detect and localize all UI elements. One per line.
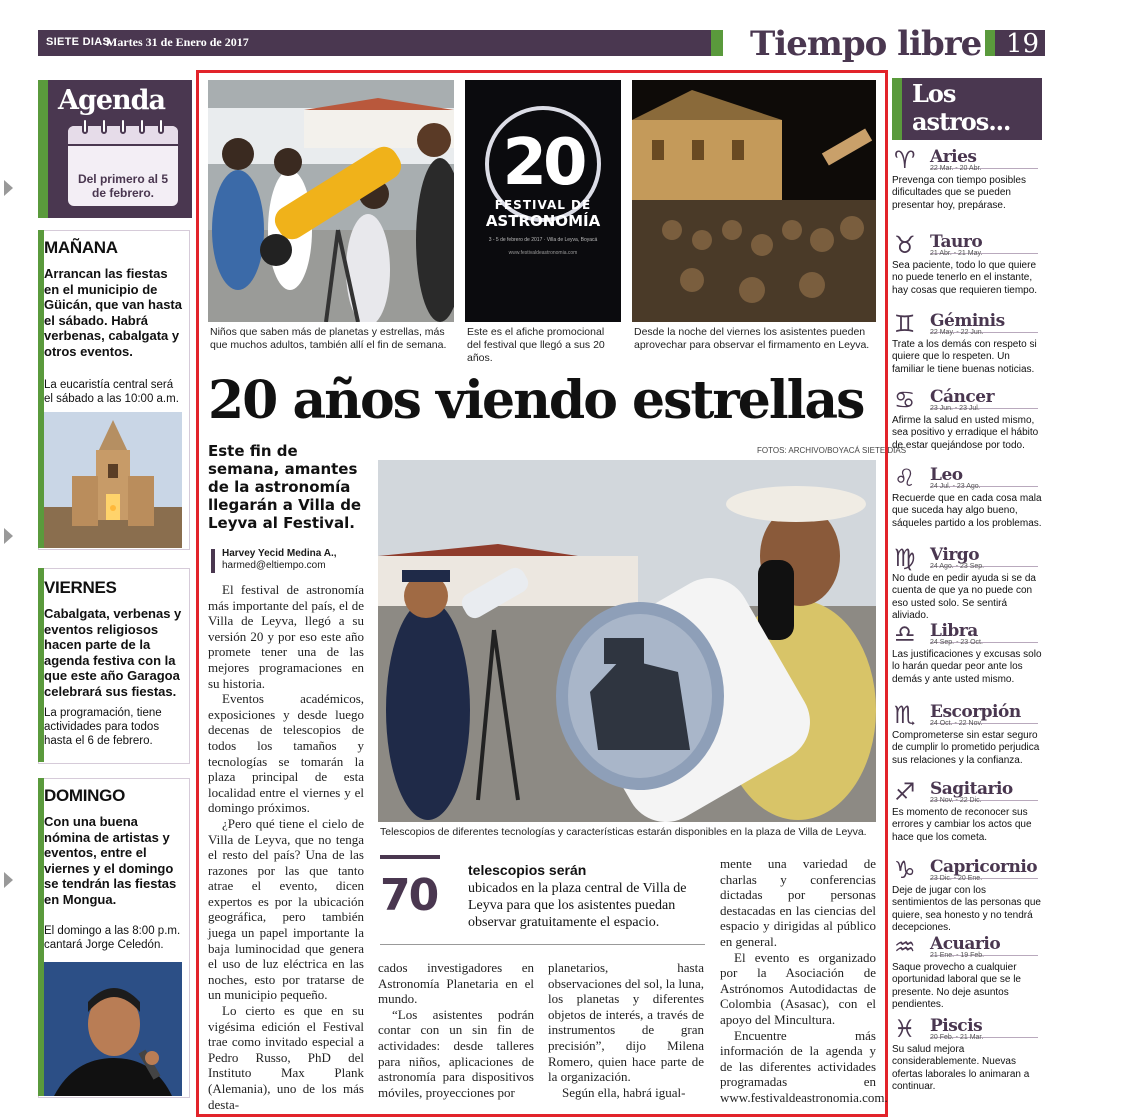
leo-icon: ♌ [894,464,916,492]
sign-name: Cáncer [930,387,995,407]
paragraph: “Los asistentes podrán contar con un sin fin de actividades: desde talleres para niños, aplicaciones de astronomía para dispositivos móviles, proyecciones por [378,1006,534,1100]
sign-name: Piscis [930,1016,983,1036]
author-accent-bar [211,549,215,573]
pisces-icon: ♓ [894,1015,916,1043]
article-author: Harvey Yecid Medina A., [222,548,337,559]
sign-dates: 24 Ago. - 23 Sep. [930,563,985,570]
sign-dates: 23 Nov. - 22 Dic. [930,797,982,804]
publication-name: SIETE DIAS [46,36,111,48]
photo-kids-telescope [208,80,454,322]
page-edge-arrow-icon [4,872,13,888]
aquarius-icon: ♒ [894,933,916,961]
sign-dates: 24 Oct. - 22 Nov. [930,720,983,727]
sign-dates: 20 Feb. - 21 Mar. [930,1034,984,1041]
sign-dates: 23 Jun. - 23 Jul. [930,405,980,412]
page-number: 19 [1006,29,1040,59]
paragraph: planetarios, hasta observaciones del sol, la luna, los planetas y diferentes objetos de interés, a través de instrumentos de gran precisión”, dijo Milena Romero, quien hace parte de la organización. [548,960,704,1085]
author-email: harmed@eltiempo.com [222,560,326,571]
sign-name: Capricornio [930,857,1038,877]
photo-caption: Este es el afiche promocional del festival que llegó a sus 20 años. [467,326,605,364]
paragraph: Lo cierto es que en su vigésima edición el Festival trae como invitado especial a Pedro Russo, PhD del Instituto Max Plank (Alemania), uno de los más desta- [208,1003,364,1112]
divider [380,944,705,945]
sign-name: Virgo [930,545,980,565]
poster-url: www.festivaldeastronomia.com [508,250,578,256]
agenda-title: Agenda [58,85,166,116]
poster-details: 3 - 5 de febrero de 2017 · Villa de Leyva, Boyacá [488,237,598,243]
sign-dates: 22 Mar. - 20 Abr. [930,165,982,172]
agenda-day: MAÑANA [44,238,118,257]
paragraph: Según ella, habrá igual- [562,1084,686,1100]
agenda-day: VIERNES [44,578,117,597]
virgo-icon: ♍ [894,544,916,572]
gemini-icon: ♊ [894,310,916,338]
article-column-4 [720,856,888,1106]
poster-line1: FESTIVAL DE [494,198,592,212]
sign-text: Sea paciente, todo lo que quiere no puede tenerlo en el instante, hay cosas que requieren tiempo. [892,260,1038,296]
sign-text: Es momento de reconocer sus errores y cambiar los actos que hace que los cometa. [892,807,1032,843]
sign-dates: 21 Ene. - 19 Feb. [930,952,985,959]
paragraph: El festival de astronomía más importante del país, el de Villa de Leyva, llegó a su versión 20 y por eso este año promete tener una de las mejores programaciones en su historia. [208,582,364,691]
article-column-1 [208,582,364,1112]
sign-dates: 24 Sep. - 23 Oct. [930,639,983,646]
poster-line2: ASTRONOMÍA [485,212,601,230]
article-column-3 [548,960,704,1100]
sign-name: Aries [930,147,977,167]
agenda-note: La eucaristía central será el sábado a las 10:00 a.m. [44,379,179,405]
sign-text: Recuerde que en cada cosa mala que suceda hay algo bueno, sáqueles partido a los problemas. [892,493,1042,529]
sign-name: Tauro [930,232,983,252]
sign-text: Trate a los demás con respeto si quiere que lo respeten. Un familiar le tiene buenas noticias. [892,339,1037,375]
article-headline: 20 años viendo estrellas [208,370,864,431]
sign-name: Escorpión [930,702,1021,722]
aries-icon: ♈ [894,146,916,174]
sign-name: Leo [930,465,963,485]
article-deck: Este fin de semana, amantes de la astronomía llegarán a Villa de Leyva al Festival. [208,442,362,532]
sign-text: Su salud mejora considerablemente. Nuevas ofertas laborales lo animaran a continuar. [892,1044,1030,1092]
sign-name: Acuario [930,934,1001,954]
stat-accent-bar [380,855,440,859]
section-title: Tiempo libre [750,24,982,64]
sagittarius-icon: ♐ [894,778,916,806]
libra-icon: ♎ [894,620,916,648]
agenda-date-range: Del primero al 5 de febrero. [77,172,169,200]
sign-text: Saque provecho a cualquier oportunidad laboral que se le presente. No deje asuntos pendientes. [892,962,1021,1010]
paragraph: Eventos académicos, exposiciones y desde luego decenas de telescopios de todos los tamaños y tecnologías se tomarán la plaza principal de esta localidad entre el viernes y el domingo próximos. [208,691,364,816]
festival-poster [465,80,621,322]
agenda-body: Cabalgata, verbenas y eventos religiosos hacen parte de la agenda festiva con la que este año Garagoa celebrará sus fiestas. [44,606,182,699]
agenda-body: Con una buena nómina de artistas y eventos, entre el viernes y el domingo se tendrán las fiestas en Mongua. [44,814,177,907]
sign-text: Deje de jugar con los sentimientos de las personas que quiere, sea honesto y no tendrá decepciones. [892,885,1041,933]
agenda-note: El domingo a las 8:00 p.m. cantará Jorge Celedón. [44,925,181,951]
singer-photo [44,962,182,1096]
sign-text: Afirme la salud en usted mismo, sea positivo y erradique el hábito de estar quejándose por todo. [892,415,1039,451]
photo-night-crowd [632,80,876,322]
sign-dates: 22 May. - 22 Jun. [930,329,984,336]
cancer-icon: ♋ [894,386,916,414]
sign-name: Sagitario [930,779,1013,799]
church-photo [44,412,182,548]
sign-dates: 23 Dic. - 20 Ene. [930,875,983,882]
scorpio-icon: ♏ [894,701,916,729]
issue-date: Martes 31 de Enero de 2017 [106,35,249,49]
capricorn-icon: ♑ [894,856,916,884]
stat-body: ubicados en la plaza central de Villa de Leyva para que los asistentes puedan observar gratuitamente el espacio. [468,881,687,930]
stat-title: telescopios serán [468,862,587,878]
sign-dates: 24 Jul. - 23 Ago. [930,483,981,490]
paragraph: mente una variedad de charlas y conferencias dictadas por personas destacadas en las ciencias del espacio y dirigidas al público en general. [720,856,876,949]
agenda-day: DOMINGO [44,786,126,805]
agenda-note: La programación, tiene actividades para todos hasta el 6 de febrero. [44,707,162,747]
photo-telescope-man [378,460,876,822]
photo-caption: Desde la noche del viernes los asistentes pueden aprovechar para observar el firmamento en Leyva. [634,326,870,351]
horoscope-title: Los astros... [912,79,1011,136]
page-edge-arrow-icon [4,180,13,196]
photo-caption: Telescopios de diferentes tecnologías y características estarán disponibles en la plaza de Villa de Leyva. [380,826,867,838]
paragraph: El evento es organizado por la Asociación de Astrónomos Autodidactas de Colombia (Asasac), con el apoyo del Mincultura. [720,949,876,1027]
photo-credit: FOTOS: ARCHIVO/BOYACÁ SIETE DÍAS [757,446,907,455]
photo-caption: Niños que saben más de planetas y estrellas, más que muchos adultos, también allí el fin de semana. [210,326,447,351]
sign-name: Libra [930,621,978,641]
sign-text: Las justificaciones y excusas solo lo harán quedar peor ante los demás y ante usted mismo. [892,649,1042,685]
sign-text: Prevenga con tiempo posibles dificultades que se pueden presentar hoy, prepárase. [892,175,1026,211]
poster-number: 20 [502,126,584,200]
paragraph: Encuentre más información de la agenda y de las diferentes actividades programadas en www.festivaldeastronomia.com. [720,1027,888,1105]
sign-text: Comprometerse sin estar seguro de cumplir lo prometido perjudica sus relaciones y la confianza. [892,730,1040,766]
page-edge-arrow-icon [4,528,13,544]
taurus-icon: ♉ [894,231,916,259]
stat-number: 70 [380,870,438,921]
sign-dates: 21 Abr. - 21 May. [930,250,983,257]
sign-name: Géminis [930,311,1005,331]
paragraph: cados investigadores en Astronomía Planetaria en el mundo. [378,960,534,1007]
sign-text: No dude en pedir ayuda si se da cuenta de que ya no puede con eso usted solo. Se sentirá aliviado. [892,573,1036,621]
agenda-body: Arrancan las fiestas en el municipio de Güicán, que van hasta el sábado. Habrá verbenas, cabalgata y otros eventos. [44,266,182,359]
paragraph: ¿Pero qué tiene el cielo de Villa de Leyva, que no tenga el resto del país? Una de las razones por las que tanto atrae el evento, dicen expertos es por la ubicación geográfica, pero también juega un papel importante la baja luminocidad que genera el uso de luz eléctrica en las noches, esto por tratarse de un municipio pequeño. [208,815,364,1003]
article-column-2 [378,960,534,1100]
